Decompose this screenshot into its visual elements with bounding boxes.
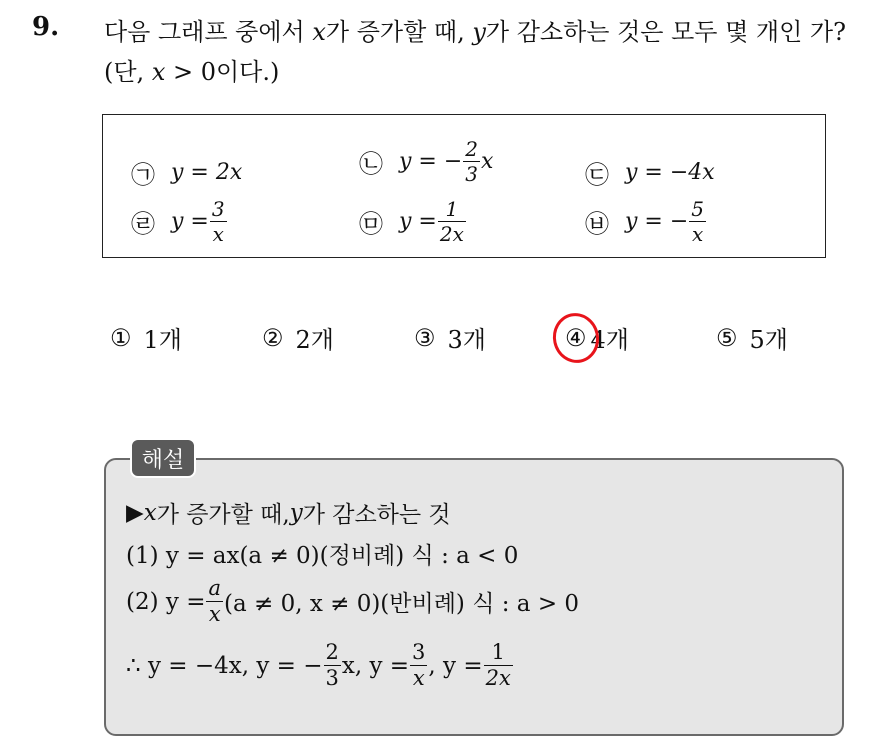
fraction-numerator: 2 <box>325 640 339 664</box>
explanation-line-2 <box>126 578 579 625</box>
fraction-denominator: x <box>410 665 427 689</box>
condition-mark: ㉠ <box>131 161 155 189</box>
explanation-fraction <box>324 642 341 689</box>
fraction-numerator: 2 <box>465 137 479 161</box>
choice-1[interactable] <box>110 320 182 355</box>
selected-answer-circle <box>548 309 603 367</box>
explanation-line-1: (1) y = ax(a ≠ 0)(정비례) 식 : a < 0 <box>126 543 519 569</box>
condition-lhs: y = <box>171 209 209 234</box>
choice-5[interactable] <box>716 320 788 355</box>
explanation-fraction <box>410 642 427 689</box>
condition-expression: y = −4x <box>625 160 715 185</box>
condition-rhs: x <box>481 149 494 174</box>
question-text-part: 다음 그래프 중에서 <box>104 18 313 46</box>
question-var-x: x <box>151 58 166 86</box>
explanation-heading-part: ▶ <box>126 499 144 526</box>
condition-item <box>585 155 715 190</box>
choice-2[interactable] <box>262 320 334 355</box>
explanation-heading-part: 가 증가할 때, <box>156 502 290 528</box>
fraction-numerator: 3 <box>412 640 426 664</box>
choice-label: 3개 <box>447 326 486 354</box>
conditions-box <box>102 114 826 258</box>
question-text-part: > 0이다.) <box>165 58 280 86</box>
condition-mark: ㉡ <box>359 150 383 178</box>
choice-label: 1개 <box>143 326 182 354</box>
condition-mark: ㉥ <box>585 210 609 238</box>
condition-fraction <box>210 199 227 244</box>
question-text <box>104 12 864 92</box>
condition-expression <box>171 199 228 244</box>
question-number: 9. <box>32 12 60 42</box>
condition-item <box>131 155 242 190</box>
fraction-denominator: 3 <box>465 162 479 186</box>
fraction-numerator: a <box>208 576 221 600</box>
explanation-line-3 <box>126 642 514 689</box>
explanation-fraction <box>484 642 513 689</box>
fraction-numerator: 1 <box>445 197 459 221</box>
condition-item <box>131 199 228 244</box>
condition-mark: ㉤ <box>359 210 383 238</box>
fraction-numerator: 1 <box>491 640 505 664</box>
condition-lhs: y = <box>399 209 437 234</box>
explanation-text: (a ≠ 0, x ≠ 0)(반비례) 식 : a > 0 <box>224 591 580 617</box>
condition-item <box>359 199 467 244</box>
question-text-part: 가 감소하는 것은 모두 몇 개인 가?(단, <box>104 18 846 86</box>
explanation-heading-part: 가 감소하는 것 <box>302 502 451 528</box>
explanation-heading <box>126 496 451 529</box>
choice-mark: ① <box>110 323 132 352</box>
fraction-denominator: 2x <box>485 666 511 690</box>
explanation-var-y: y <box>289 499 303 526</box>
question-text-part: 가 증가할 때, <box>325 18 473 46</box>
condition-lhs: y = − <box>399 149 463 174</box>
question-var-x: x <box>312 18 326 46</box>
choice-mark: ⑤ <box>716 323 738 352</box>
condition-fraction <box>463 139 480 184</box>
fraction-numerator: 5 <box>691 197 705 221</box>
condition-fraction <box>438 199 466 244</box>
fraction-denominator: x <box>689 221 706 244</box>
condition-mark: ㉣ <box>131 210 155 238</box>
explanation-text: (2) y = <box>126 588 206 615</box>
choice-label: 2개 <box>295 326 334 354</box>
explanation-var-x: x <box>143 499 157 526</box>
fraction-numerator: 3 <box>211 197 225 221</box>
condition-fraction <box>689 199 706 244</box>
fraction-denominator: x <box>206 601 223 625</box>
question-var-y: y <box>472 18 486 46</box>
explanation-tab: 해설 <box>130 438 196 478</box>
condition-expression <box>399 139 493 184</box>
condition-item <box>359 139 493 184</box>
choice-label: 5개 <box>749 326 788 354</box>
explanation-text: ∴ y = −4x, y = − <box>126 652 323 679</box>
choice-label: 4개 <box>590 326 629 354</box>
fraction-denominator: x <box>210 221 227 244</box>
condition-expression: y = 2x <box>171 160 243 185</box>
explanation-text: , y = <box>428 652 483 679</box>
explanation-text: x, y = <box>341 652 410 679</box>
choice-mark: ③ <box>414 323 436 352</box>
condition-item <box>585 199 707 244</box>
choice-3[interactable] <box>414 320 486 355</box>
explanation-fraction <box>206 578 223 625</box>
condition-mark: ㉢ <box>585 161 609 189</box>
condition-expression <box>399 199 467 244</box>
choice-mark: ② <box>262 323 284 352</box>
choice-mark: ④ <box>565 323 587 352</box>
fraction-denominator: 2x <box>439 222 464 246</box>
condition-expression <box>625 199 707 244</box>
fraction-denominator: 3 <box>325 666 339 690</box>
condition-lhs: y = − <box>625 209 689 234</box>
